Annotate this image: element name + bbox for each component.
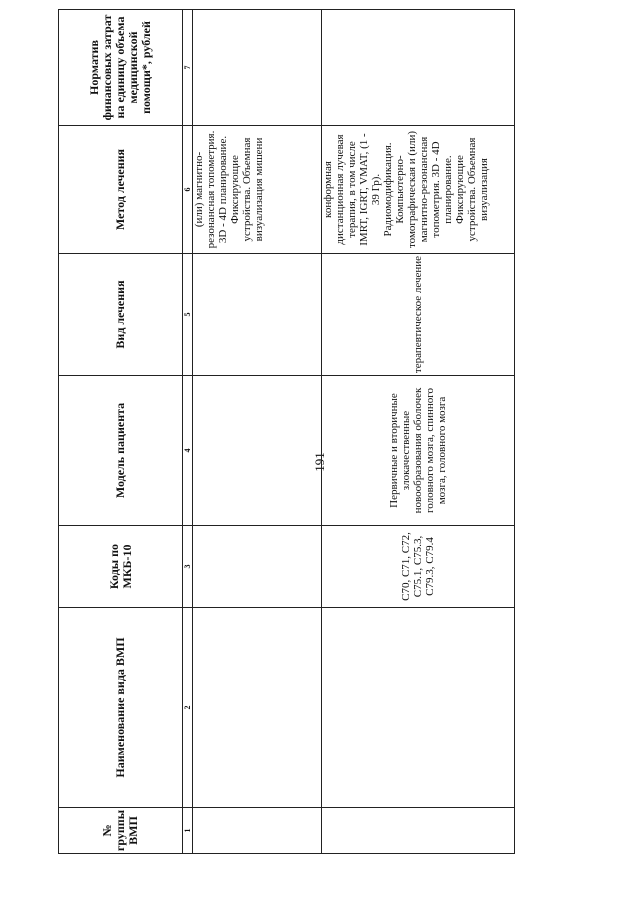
cell-empty <box>193 10 322 126</box>
cell-icd-codes: C70, C71, C72, C75.1, C75.3, C79.3, C79.4 <box>322 526 515 608</box>
cell-empty <box>193 608 322 808</box>
cell-empty <box>322 608 515 808</box>
cell-empty <box>322 808 515 854</box>
column-number: 4 <box>183 376 193 526</box>
header-treatment-method: Метод лечения <box>59 126 183 254</box>
header-vmp-name: Наименование вида ВМП <box>59 608 183 808</box>
vmp-table <box>58 9 515 854</box>
table-row <box>193 10 322 854</box>
column-number-row <box>183 10 193 854</box>
cell-patient-model: Первичные и вторичные злокачественные новообразования оболочек головного мозга, спинного мозга, головного мозга <box>322 376 515 526</box>
cell-treatment-type: терапевтическое лечение <box>322 254 515 376</box>
column-number: 2 <box>183 608 193 808</box>
cell-method: конформная дистанционная лучевая терапия, в том числе IMRT, IGRT, VMAT, (1 - 39 Гр). Радиомодификация. Компьютерно-томографическая и (или) магнитно-резонансная топометрия. 3D - 4D планирование. Фиксирующие устройства. Объемная визуализация <box>322 126 515 254</box>
column-number: 1 <box>183 808 193 854</box>
column-number: 7 <box>183 10 193 126</box>
header-patient-model: Модель пациента <box>59 376 183 526</box>
header-group-number: № группы ВМП <box>59 808 183 854</box>
cell-empty <box>193 808 322 854</box>
header-icd-codes: Коды по МКБ-10 <box>59 526 183 608</box>
header-row <box>59 10 183 854</box>
cell-empty <box>322 10 515 126</box>
cell-empty <box>193 254 322 376</box>
header-cost-norm: Норматив финансовых затрат на единицу объема медицинской помощи*, рублей <box>59 10 183 126</box>
page-number: 191 <box>312 452 327 472</box>
cell-method: (или) магнитно-резонансная топометрия. 3D - 4D планирование. Фиксирующие устройства. Объемная визуализация мишени <box>193 126 322 254</box>
rotated-table-container <box>58 5 523 880</box>
column-number: 6 <box>183 126 193 254</box>
column-number: 3 <box>183 526 193 608</box>
cell-empty <box>193 376 322 526</box>
header-treatment-type: Вид лечения <box>59 254 183 376</box>
column-number: 5 <box>183 254 193 376</box>
cell-empty <box>193 526 322 608</box>
table-row <box>322 10 515 854</box>
